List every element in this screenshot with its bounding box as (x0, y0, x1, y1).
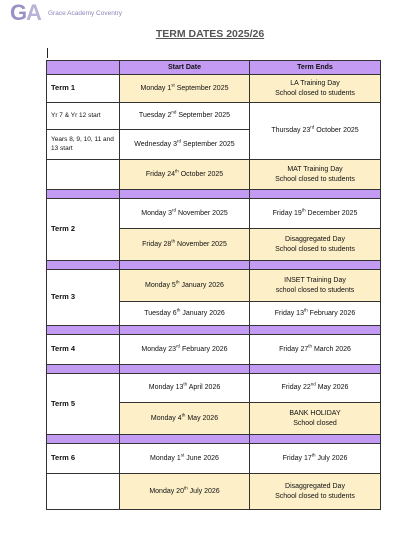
table-row (47, 444, 381, 474)
table-row (47, 103, 381, 130)
table-header-row (47, 61, 381, 75)
term-label: Term 2 (47, 199, 120, 261)
term-label: Term 1 (47, 75, 120, 103)
table-row (47, 474, 381, 510)
term-ends-cell: Friday 27th March 2026 (250, 335, 381, 365)
term-ends-cell: Friday 22nd May 2026 (250, 374, 381, 403)
table-row (47, 374, 381, 403)
start-date-cell: Friday 24th October 2025 (120, 160, 250, 190)
term-ends-cell: Friday 19th December 2025 (250, 199, 381, 229)
table-row (47, 199, 381, 229)
start-date-cell: Monday 1st June 2026 (120, 444, 250, 474)
term-ends-cell: Disaggregated Day School closed to students (250, 474, 381, 510)
separator-row (47, 261, 381, 270)
start-date-cell: Monday 3rd November 2025 (120, 199, 250, 229)
start-date-cell: Monday 5th January 2026 (120, 270, 250, 302)
header-empty-cell (47, 61, 120, 75)
svg-text:G: G (10, 0, 28, 25)
table-row (47, 270, 381, 302)
empty-cell (47, 474, 120, 510)
separator-row (47, 326, 381, 335)
term-label: Term 4 (47, 335, 120, 365)
separator-row (47, 435, 381, 444)
term-ends-cell: LA Training Day School closed to students (250, 75, 381, 103)
term-ends-cell: Thursday 23rd October 2025 (250, 103, 381, 160)
header-start-date: Start Date (120, 61, 250, 75)
term-ends-cell: Friday 17th July 2026 (250, 444, 381, 474)
svg-text:A: A (26, 0, 42, 25)
text-cursor (47, 48, 48, 58)
logo-text: Grace Academy Coventry (48, 10, 123, 17)
start-date-cell: Monday 13th April 2026 (120, 374, 250, 403)
start-date-cell: Friday 28th November 2025 (120, 229, 250, 261)
term-ends-cell: MAT Training Day School closed to students (250, 160, 381, 190)
table-row (47, 160, 381, 190)
empty-cell (47, 160, 120, 190)
start-date-cell: Monday 20th July 2026 (120, 474, 250, 510)
term-ends-cell: BANK HOLIDAY School closed (250, 403, 381, 435)
page-title: TERM DATES 2025/26 (155, 28, 265, 40)
start-date-cell: Monday 23rd February 2026 (120, 335, 250, 365)
term-label: Term 5 (47, 374, 120, 435)
start-date-cell: Wednesday 3rd September 2025 (120, 130, 250, 160)
start-date-cell: Tuesday 6th January 2026 (120, 302, 250, 326)
cohort-label: Years 8, 9, 10, 11 and 13 start (47, 130, 120, 160)
start-date-cell: Monday 4th May 2026 (120, 403, 250, 435)
term-ends-cell: Disaggregated Day School closed to students (250, 229, 381, 261)
table-row (47, 75, 381, 103)
cohort-label: Yr 7 & Yr 12 start (47, 103, 120, 130)
table-row (47, 335, 381, 365)
term-ends-cell: INSET Training Day school closed to students (250, 270, 381, 302)
separator-row (47, 365, 381, 374)
term-ends-cell: Friday 13th February 2026 (250, 302, 381, 326)
term-dates-table (46, 60, 381, 510)
term-label: Term 3 (47, 270, 120, 326)
start-date-cell: Monday 1st September 2025 (120, 75, 250, 103)
start-date-cell: Tuesday 2nd September 2025 (120, 103, 250, 130)
separator-row (47, 190, 381, 199)
header-term-ends: Term Ends (250, 61, 381, 75)
term-label: Term 6 (47, 444, 120, 474)
